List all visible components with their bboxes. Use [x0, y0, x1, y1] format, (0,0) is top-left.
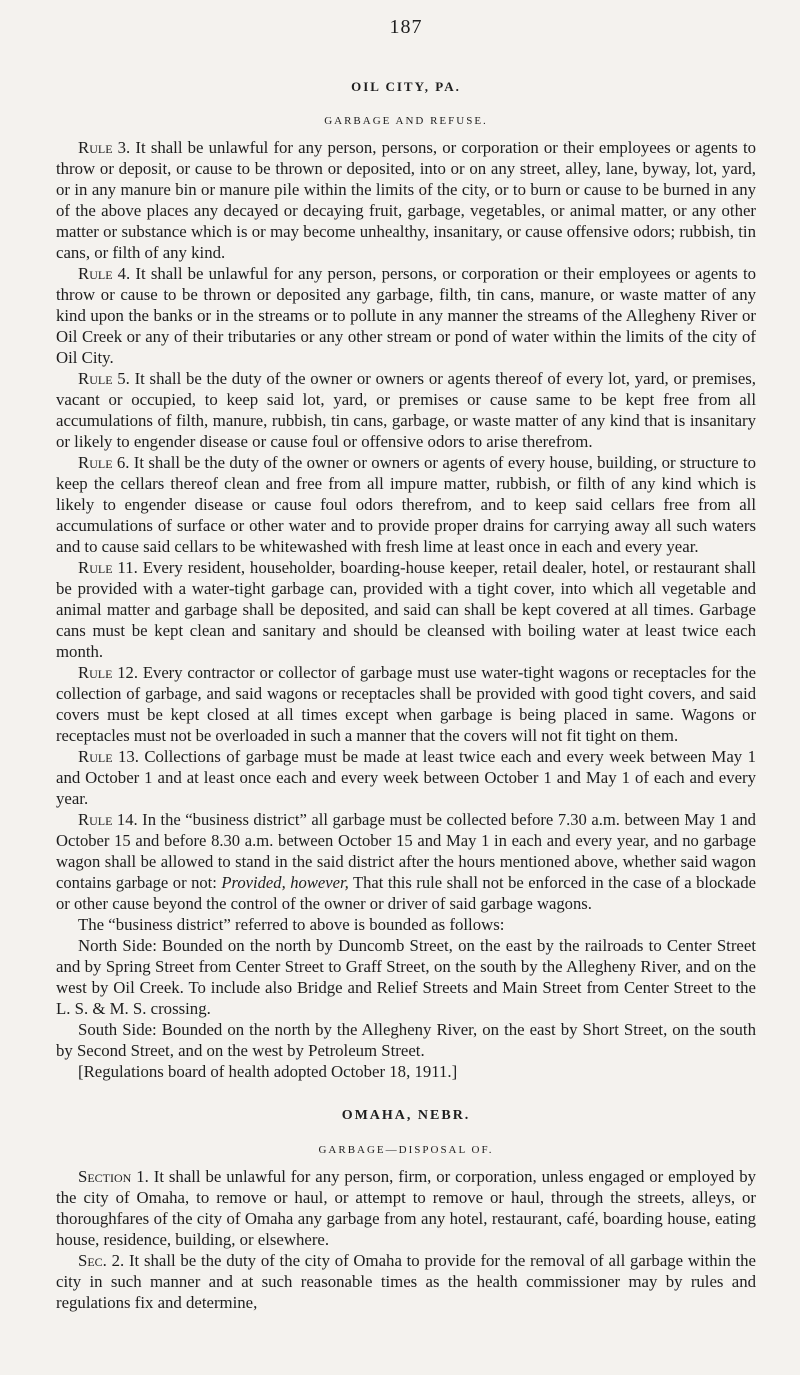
rule-paragraph	[56, 263, 756, 368]
district-intro: The “business district” referred to above is bounded as follows:	[78, 915, 505, 934]
section-heading-omaha: OMAHA, NEBR.	[341, 1108, 471, 1123]
rule-lead: Rule 3.	[78, 138, 131, 157]
rule-text: It shall be the duty of the owner or owners or agents thereof of every lot, yard, or premises, vacant or occupied, to keep said lot, yard, or premises or cause same to be kept free from all accumulations of filth, manure, rubbish, tin cans, garbage, or waste matter of any kind that is insanitary or likely to engender disease or cause foul or offensive odors to arise therefrom.	[56, 369, 756, 451]
rule-paragraph	[56, 662, 756, 746]
rule-lead: Rule 6.	[78, 453, 130, 472]
rule-paragraph	[56, 746, 756, 809]
rule-lead: Rule 5.	[78, 369, 130, 388]
oil-city-rules	[56, 137, 756, 1082]
rule-text-continued: That this rule shall not be enforced in the case of a blockade or other cause beyond the control of the owner or driver of said garbage wagons.	[56, 873, 757, 913]
rule-paragraph	[56, 368, 756, 452]
rule-lead: Rule 14.	[78, 810, 138, 829]
section-paragraph	[56, 1250, 756, 1313]
rule-paragraph	[56, 809, 756, 914]
rule-text: Collections of garbage must be made at least twice each and every week between May 1 and October 1 and at least once each and every week between October 1 and May 1 of each and every year.	[56, 747, 756, 808]
rule-paragraph	[56, 452, 756, 557]
rule-text: Every resident, householder, boarding-house keeper, retail dealer, hotel, or restaurant shall be provided with a water-tight garbage can, provided with a tight cover, into which all vegetable and animal matter and garbage shall be deposited, and said can shall be kept covered at all times. Garbage cans must be kept clean and sanitary and should be cleansed with boiling water at least twice each month.	[56, 558, 756, 661]
rule-lead: Rule 4.	[78, 264, 131, 283]
section-lead: Section 1.	[78, 1167, 149, 1186]
rule-italic-proviso: Provided, however,	[221, 873, 349, 892]
rule-text: It shall be unlawful for any person, persons, or corporation or their employees or agents to throw or deposit, or cause to be thrown or deposited, into or on any street, alley, lane, byway, lot, yard, or in any manure bin or manure pile within the limits of the city, or to burn or cause to be burned in any of the above places any decayed or decaying fruit, garbage, vegetables, or animal matter, or any other matter or substance which is or may become unhealthy, insanitary, or cause offensive odors; rubbish, tin cans, or filth of any kind.	[56, 138, 756, 262]
south-side-boundary: South Side: Bounded on the north by the Allegheny River, on the east by Short Street, on the south by Second Street, and on the west by Petroleum Street.	[56, 1020, 756, 1060]
rule-paragraph	[56, 137, 756, 263]
sub-heading-garbage-disposal: GARBAGE—DISPOSAL OF.	[318, 1144, 494, 1156]
section-text: It shall be the duty of the city of Omaha to provide for the removal of all garbage within the city in such manner and at such reasonable times as the health commissioner may by rules and regulations fix and determine,	[56, 1251, 756, 1312]
rule-text: It shall be unlawful for any person, persons, or corporation or their employees or agents to throw or cause to be thrown or deposited any garbage, filth, tin cans, manure, or waste matter of any kind upon the banks or in the streams or to pollute in any manner the streams of the Allegheny River or Oil Creek or any of their tributaries or any other stream or pond of water within the limits of the city of Oil City.	[56, 264, 756, 367]
page-number: 187	[389, 16, 423, 38]
rule-lead: Rule 13.	[78, 747, 139, 766]
rule-text: In the “business district” all garbage must be collected before 7.30 a.m. between May 1 and October 15 and before 8.30 a.m. between October 15 and May 1 in each and every year, and no garbage wagon shall be allowed to stand in the said district after the hours mentioned above, whether said wagon contains garbage or not:	[56, 810, 756, 892]
section-paragraph	[56, 1166, 756, 1250]
adoption-note: [Regulations board of health adopted October 18, 1911.]	[78, 1062, 458, 1081]
rule-paragraph	[56, 557, 756, 662]
omaha-sections	[56, 1166, 756, 1313]
rule-text: It shall be the duty of the owner or owners or agents of every house, building, or structure to keep the cellars thereof clean and free from all impure matter, rubbish, or filth of any kind which is likely to engender disease or cause foul odors therefrom, and to keep said cellars free from all accumulations of surface or other water and to provide proper drains for carrying away all such waters and to cause said cellars to be whitewashed with fresh lime at least once in each and every year.	[56, 453, 756, 556]
section-heading-oil-city: OIL CITY, PA.	[351, 79, 461, 94]
rule-text: Every contractor or collector of garbage must use water-tight wagons or receptacles for the collection of garbage, and said wagons or receptacles shall be provided with good tight covers, and said covers must be kept closed at all times except when garbage is being placed in same. Wagons or receptacles must not be overloaded in such a manner that the covers will not fit tight on them.	[56, 663, 756, 745]
section-lead: Sec. 2.	[78, 1251, 125, 1270]
rule-lead: Rule 11.	[78, 558, 138, 577]
section-text: It shall be unlawful for any person, firm, or corporation, unless engaged or employed by the city of Omaha, to remove or haul, or attempt to remove or haul, through the streets, alleys, or thoroughfares of the city of Omaha any garbage from any hotel, restaurant, café, boarding house, eating house, residence, building, or elsewhere.	[56, 1167, 756, 1249]
rule-lead: Rule 12.	[78, 663, 139, 682]
north-side-boundary: North Side: Bounded on the north by Duncomb Street, on the east by the railroads to Center Street and by Spring Street from Center Street to Graff Street, on the south by the Allegheny River, and on the west by Oil Creek. To include also Bridge and Relief Streets and Main Street from Center Street to the L. S. & M. S. crossing.	[56, 936, 756, 1018]
sub-heading-garbage-refuse: GARBAGE AND REFUSE.	[324, 115, 488, 127]
